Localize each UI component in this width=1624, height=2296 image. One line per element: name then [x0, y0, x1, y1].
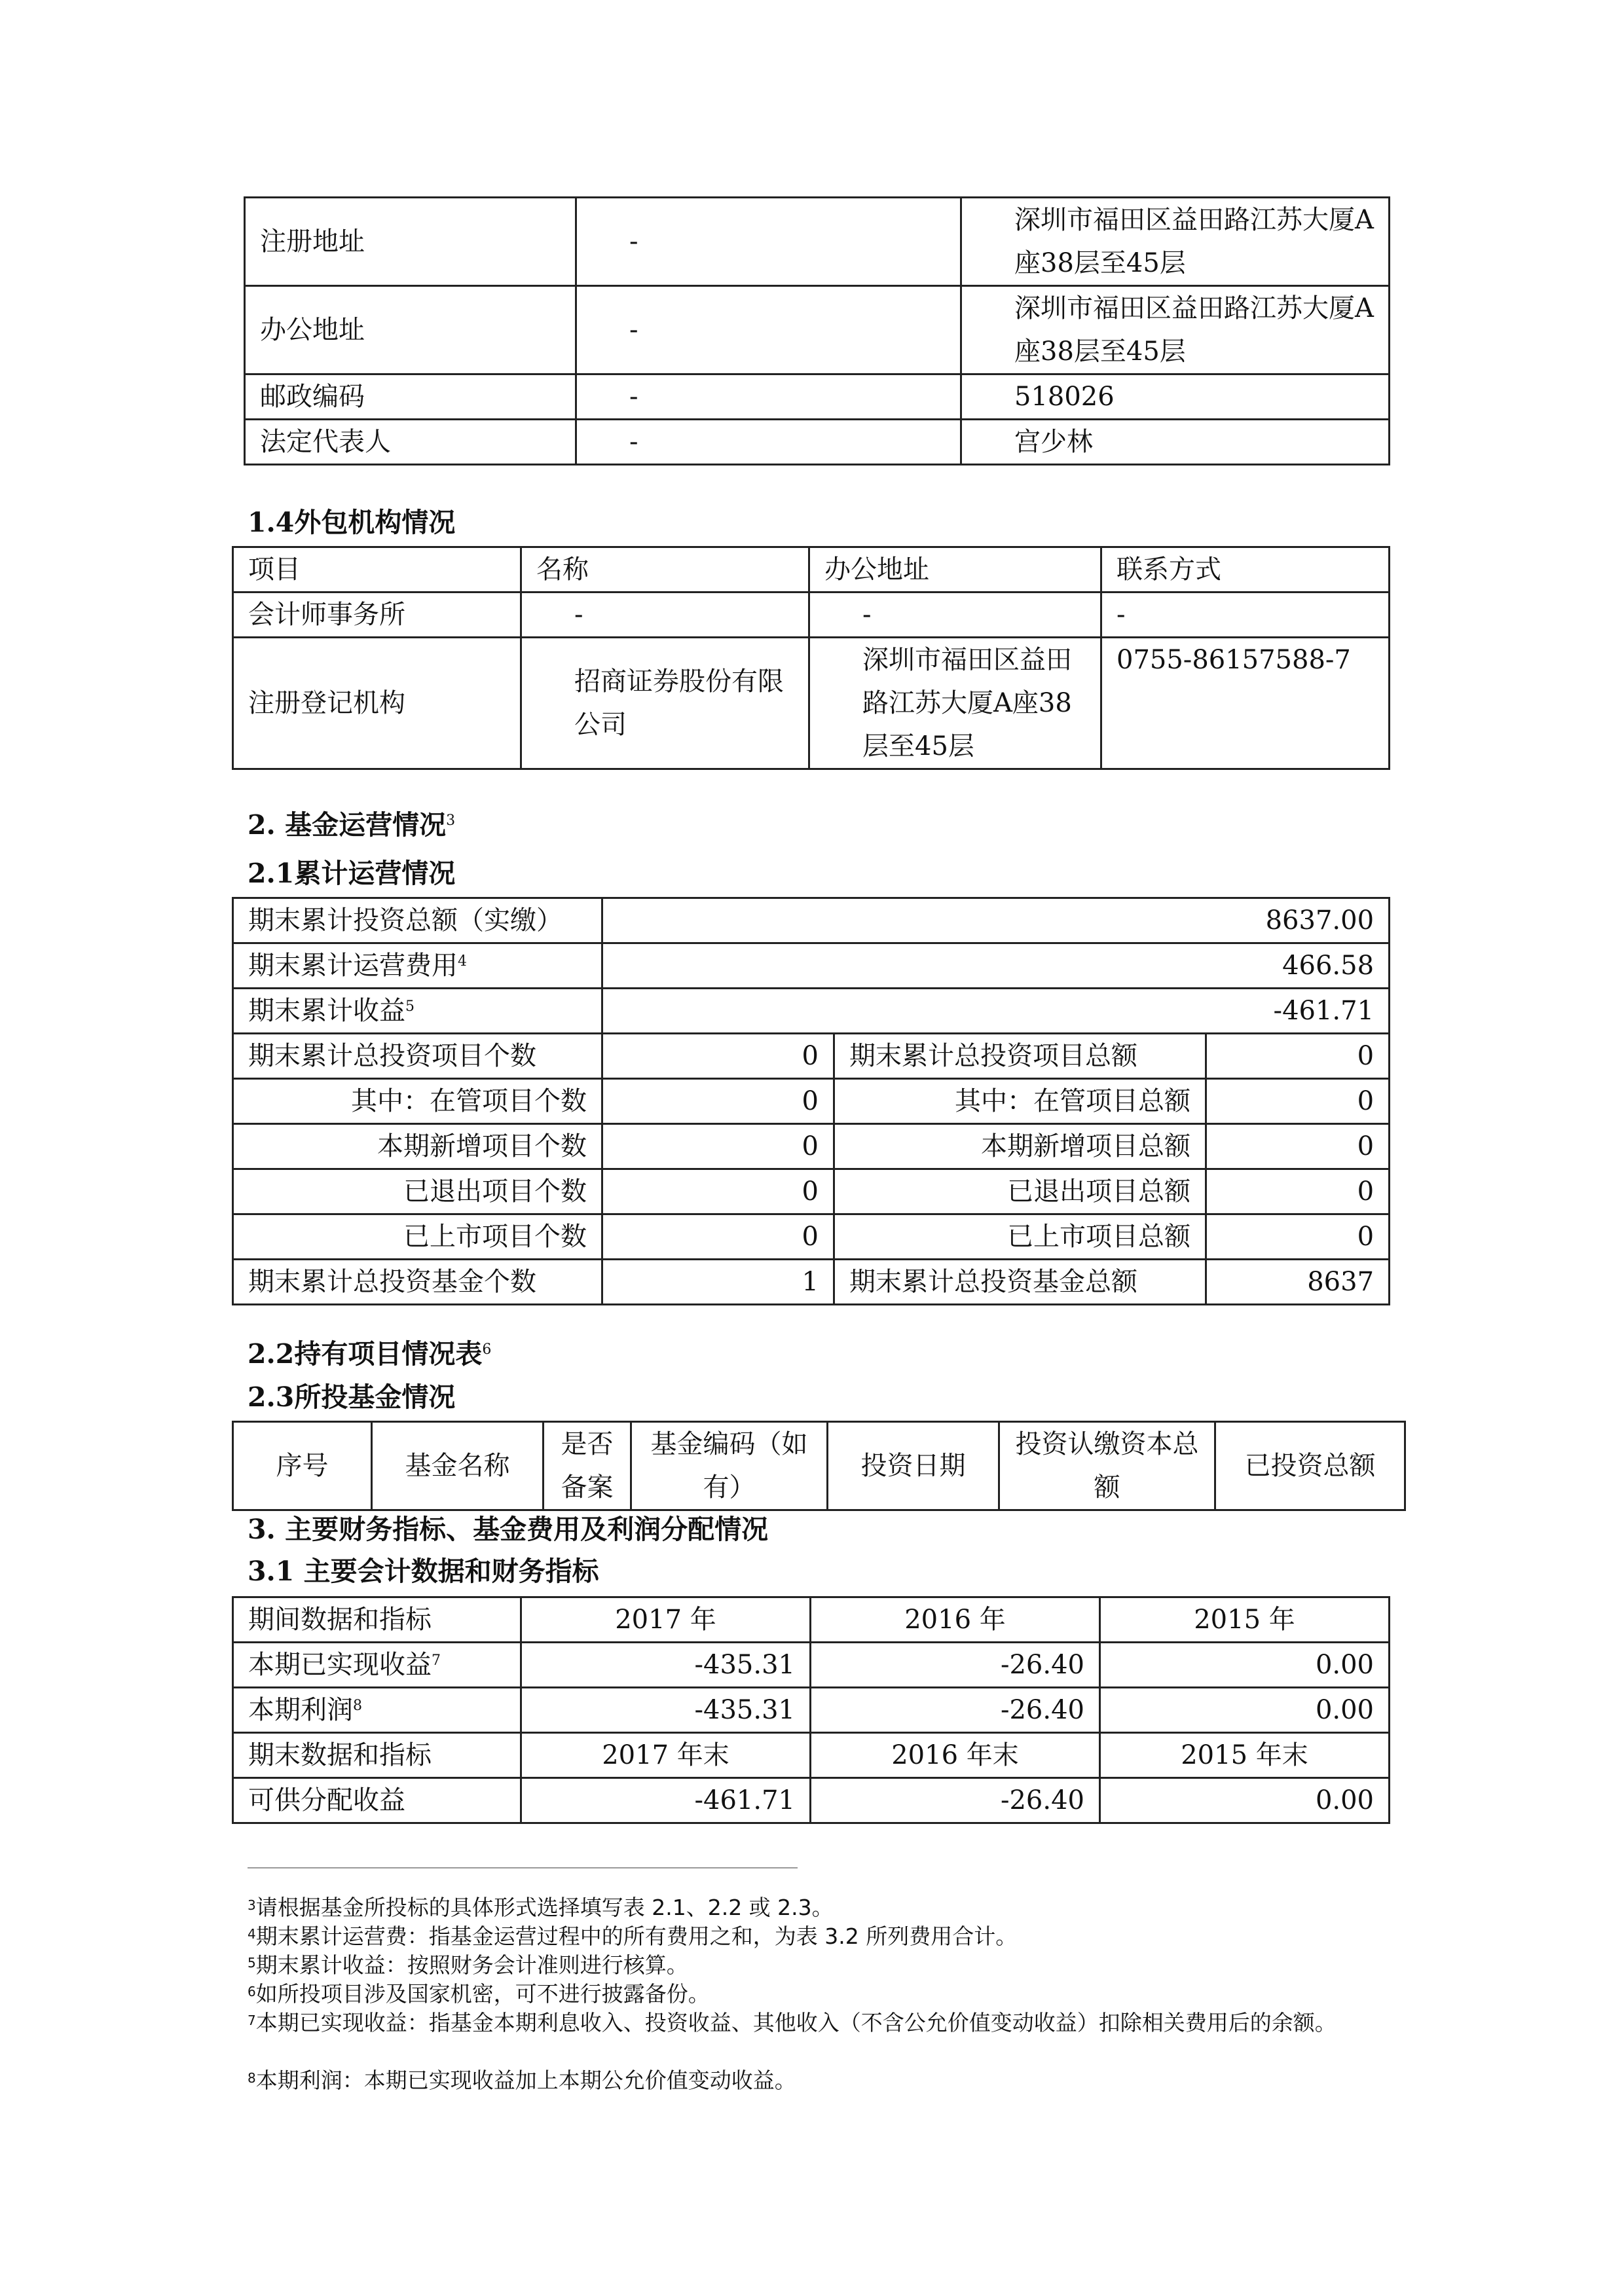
- footnote-num: 5: [248, 1955, 256, 1971]
- cell-value: 0: [1206, 1124, 1390, 1169]
- label-text: 期末累计收益: [248, 996, 405, 1026]
- header-cell: 联系方式: [1101, 547, 1390, 592]
- table-row: [233, 592, 1390, 638]
- header-cell: 办公地址: [809, 547, 1101, 592]
- cell-label: 已上市项目个数: [233, 1214, 602, 1260]
- holdings-heading-text: 2.2持有项目情况表: [248, 1338, 483, 1370]
- footnote-text: 本期利润：本期已实现收益加上本期公允价值变动收益。: [255, 2068, 796, 2093]
- footnote-num: 6: [248, 1984, 256, 1999]
- footnote-num: 4: [248, 1926, 256, 1942]
- table-row: [233, 943, 1390, 989]
- cell-value: -461.71: [602, 989, 1390, 1034]
- footnote-num: 8: [248, 2070, 256, 2086]
- table-row: [245, 198, 1390, 286]
- table-row: [245, 286, 1390, 374]
- cell-mid: -: [576, 198, 961, 286]
- header-cell: 是否备案: [544, 1422, 631, 1510]
- cell-value: 0: [1206, 1034, 1390, 1079]
- cell-mid: -: [576, 374, 961, 420]
- table-row: [245, 420, 1390, 465]
- accounting-heading: 3.1 主要会计数据和财务指标: [248, 1556, 599, 1587]
- header-cell: 基金编码（如有）: [631, 1422, 828, 1510]
- cell-value: 518026: [961, 374, 1390, 420]
- cell-value: 深圳市福田区益田路江苏大厦A座38层至45层: [961, 198, 1390, 286]
- label-text: 本期已实现收益: [248, 1650, 432, 1680]
- footnote: [248, 1922, 1017, 1951]
- table-row: [233, 898, 1390, 943]
- cell-value: 深圳市福田区益田路江苏大厦A座38层至45层: [961, 286, 1390, 374]
- footnote-separator: [248, 1867, 798, 1868]
- cell-label: 已退出项目总额: [834, 1169, 1206, 1214]
- footnote-ref: 7: [432, 1652, 441, 1669]
- cell-value: 0.00: [1100, 1688, 1390, 1733]
- cell: -: [521, 592, 809, 638]
- cell-label: 本期新增项目总额: [834, 1124, 1206, 1169]
- cell-label: 办公地址: [245, 286, 576, 374]
- outsourcing-table: [232, 546, 1390, 770]
- header-cell: 序号: [233, 1422, 372, 1510]
- header-cell: 已投资总额: [1215, 1422, 1405, 1510]
- cell-value: 宫少林: [961, 420, 1390, 465]
- cumulative-heading: 2.1累计运营情况: [248, 858, 456, 889]
- footnote-ref: 4: [458, 953, 467, 970]
- cell-value: 0.00: [1100, 1778, 1390, 1823]
- cell-value: 0: [602, 1214, 834, 1260]
- holdings-heading: [248, 1336, 491, 1372]
- cell-label: 期末累计总投资项目总额: [834, 1034, 1206, 1079]
- cell-label: 期末累计总投资基金总额: [834, 1260, 1206, 1305]
- table-row: [233, 989, 1390, 1034]
- label-text: 期末累计投资总额（实缴）: [248, 905, 563, 936]
- cell-mid: -: [576, 286, 961, 374]
- footnote-ref: 3: [446, 812, 456, 829]
- cell-value: 8637.00: [602, 898, 1390, 943]
- table-row: [233, 1169, 1390, 1214]
- footnote-text: 如所投项目涉及国家机密，可不进行披露备份。: [255, 1981, 710, 2007]
- label-text: 期末累计运营费用: [248, 951, 458, 981]
- header-cell: 2016 年末: [811, 1733, 1100, 1778]
- cell-label: 本期新增项目个数: [233, 1124, 602, 1169]
- cell-label: [233, 1688, 521, 1733]
- cell: 会计师事务所: [233, 592, 521, 638]
- cell-label: [233, 898, 602, 943]
- cell: 0755-86157588-7: [1101, 638, 1390, 769]
- cell-label: 注册地址: [245, 198, 576, 286]
- cell-value: -435.31: [521, 1643, 811, 1688]
- cell-label: 期末累计总投资基金个数: [233, 1260, 602, 1305]
- header-cell: 基金名称: [372, 1422, 544, 1510]
- cumulative-table: [232, 897, 1390, 1305]
- footnote-num: 3: [248, 1897, 256, 1913]
- header-cell: 名称: [521, 547, 809, 592]
- table-row: [233, 1034, 1390, 1079]
- cell-value: 1: [602, 1260, 834, 1305]
- outsourcing-heading: 1.4外包机构情况: [248, 507, 456, 538]
- cell-label: 可供分配收益: [233, 1778, 521, 1823]
- table-row: [233, 1214, 1390, 1260]
- cell-label: 期末累计总投资项目个数: [233, 1034, 602, 1079]
- header-cell: 2015 年末: [1100, 1733, 1390, 1778]
- table-row: [233, 1643, 1390, 1688]
- table-row: [233, 638, 1390, 769]
- cell-value: 0: [1206, 1079, 1390, 1124]
- table-header-row: [233, 1733, 1390, 1778]
- funds-table: [232, 1421, 1406, 1511]
- table-row: [233, 1124, 1390, 1169]
- cell: -: [1101, 592, 1390, 638]
- cell-mid: -: [576, 420, 961, 465]
- cell: 深圳市福田区益田路江苏大厦A座38层至45层: [809, 638, 1101, 769]
- cell-value: -435.31: [521, 1688, 811, 1733]
- table-row: [233, 1778, 1390, 1823]
- section2-heading-text: 2. 基金运营情况: [248, 809, 447, 841]
- cell-value: 0: [602, 1169, 834, 1214]
- cell-value: -26.40: [811, 1688, 1100, 1733]
- cell-label: [233, 943, 602, 989]
- cell-value: 466.58: [602, 943, 1390, 989]
- cell-value: 0: [1206, 1169, 1390, 1214]
- cell-label: 其中：在管项目个数: [233, 1079, 602, 1124]
- cell-value: -26.40: [811, 1643, 1100, 1688]
- cell-value: 0: [1206, 1214, 1390, 1260]
- footnote: [248, 1951, 688, 1980]
- header-cell: 2015 年: [1100, 1597, 1390, 1643]
- footnote: [248, 1893, 834, 1922]
- header-cell: 项目: [233, 547, 521, 592]
- label-text: 本期利润: [248, 1695, 353, 1725]
- section3-heading: 3. 主要财务指标、基金费用及利润分配情况: [248, 1514, 769, 1545]
- cell-value: 0: [602, 1124, 834, 1169]
- footnote: [248, 1980, 710, 2009]
- cell-label: 已上市项目总额: [834, 1214, 1206, 1260]
- table-row: [233, 1688, 1390, 1733]
- header-cell: 投资日期: [828, 1422, 999, 1510]
- cell: -: [809, 592, 1101, 638]
- header-cell: 投资认缴资本总额: [999, 1422, 1215, 1510]
- table-row: [245, 374, 1390, 420]
- cell-label: [233, 1643, 521, 1688]
- cell-value: 8637: [1206, 1260, 1390, 1305]
- table-row: [233, 1260, 1390, 1305]
- accounting-table: [232, 1596, 1390, 1824]
- footnote-text: 期末累计收益：按照财务会计准则进行核算。: [255, 1952, 688, 1978]
- manager-info-table: [244, 196, 1390, 465]
- funds-heading: 2.3所投基金情况: [248, 1381, 456, 1413]
- header-cell: 期末数据和指标: [233, 1733, 521, 1778]
- footnote-ref: 6: [482, 1341, 492, 1358]
- header-cell: 2016 年: [811, 1597, 1100, 1643]
- cell-value: 0: [602, 1034, 834, 1079]
- cell-value: 0.00: [1100, 1643, 1390, 1688]
- footnote-text: 本期已实现收益：指基金本期利息收入、投资收益、其他收入（不含公允价值变动收益）扣除相关费用后的余额。: [255, 2010, 1337, 2035]
- cell-value: -26.40: [811, 1778, 1100, 1823]
- cell-label: [233, 989, 602, 1034]
- footnote: [248, 2066, 796, 2095]
- cell: 注册登记机构: [233, 638, 521, 769]
- header-cell: 2017 年: [521, 1597, 811, 1643]
- footnote-ref: 5: [405, 998, 415, 1015]
- footnote-ref: 8: [353, 1698, 362, 1714]
- footnote-text: 期末累计运营费：指基金运营过程中的所有费用之和，为表 3.2 所列费用合计。: [255, 1923, 1018, 1949]
- section2-heading: [248, 807, 455, 843]
- cell-label: 其中：在管项目总额: [834, 1079, 1206, 1124]
- table-header-row: [233, 1422, 1405, 1510]
- table-row: [233, 1079, 1390, 1124]
- header-cell: 期间数据和指标: [233, 1597, 521, 1643]
- cell-label: 邮政编码: [245, 374, 576, 420]
- footnote-num: 7: [248, 2013, 256, 2028]
- table-header-row: [233, 1597, 1390, 1643]
- footnote: [248, 2009, 1388, 2037]
- header-cell: 2017 年末: [521, 1733, 811, 1778]
- cell-label: 法定代表人: [245, 420, 576, 465]
- cell-label: 已退出项目个数: [233, 1169, 602, 1214]
- footnote-text: 请根据基金所投标的具体形式选择填写表 2.1、2.2 或 2.3。: [255, 1895, 834, 1920]
- table-header-row: [233, 547, 1390, 592]
- cell: 招商证券股份有限公司: [521, 638, 809, 769]
- cell-value: 0: [602, 1079, 834, 1124]
- cell-value: -461.71: [521, 1778, 811, 1823]
